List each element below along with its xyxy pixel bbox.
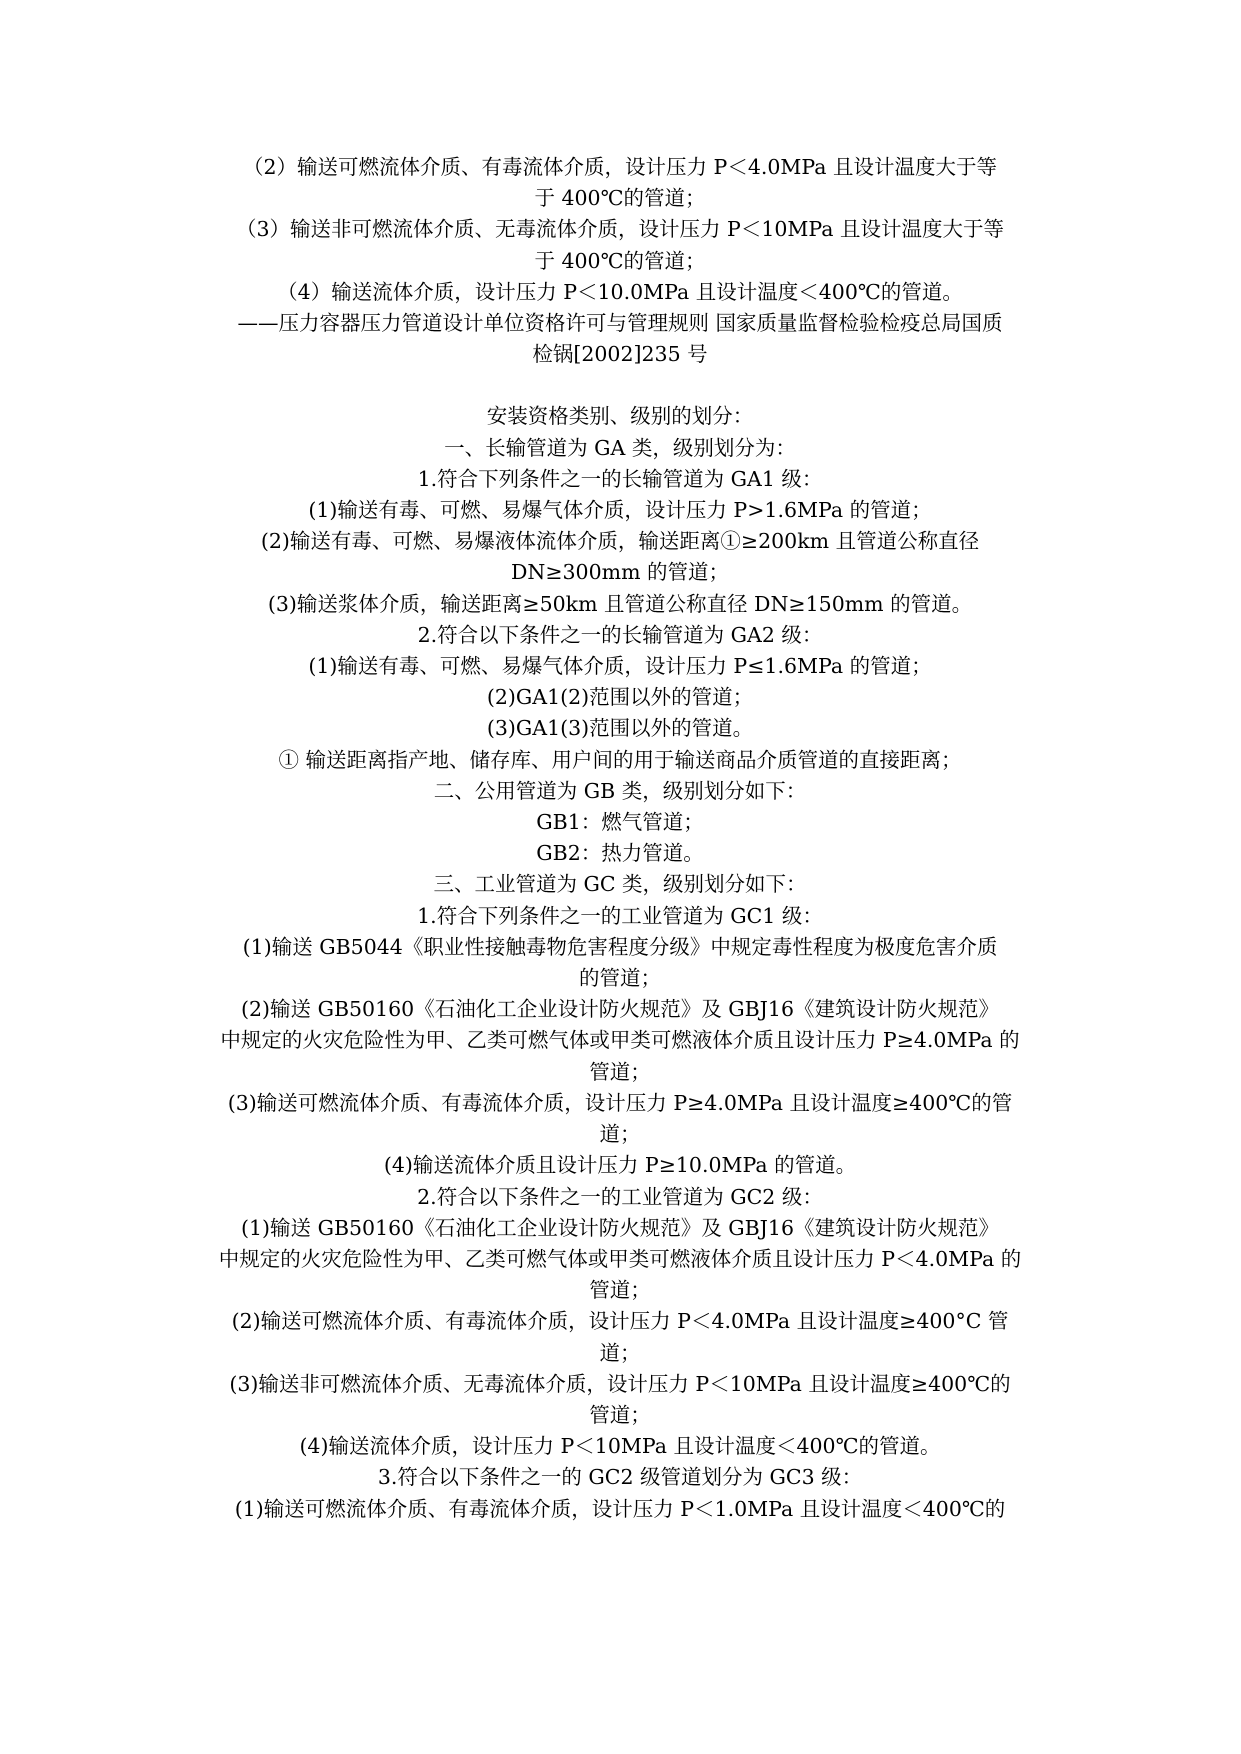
paragraph bbox=[185, 682, 1055, 713]
text-line: 2.符合以下条件之一的长输管道为 GA2 级： bbox=[417, 622, 823, 647]
paragraph bbox=[185, 401, 1055, 432]
text-line: (4)输送流体介质且设计压力 P≥10.0MPa 的管道。 bbox=[383, 1153, 857, 1178]
paragraph bbox=[185, 901, 1055, 932]
paragraph bbox=[185, 1213, 1055, 1307]
paragraph bbox=[185, 1494, 1055, 1525]
text-line: 中规定的火灾危险性为甲、乙类可燃气体或甲类可燃液体介质且设计压力 P≥4.0MPa 的 bbox=[220, 1028, 1020, 1053]
text-line: 中规定的火灾危险性为甲、乙类可燃气体或甲类可燃液体介质且设计压力 P＜4.0MPa 的 bbox=[218, 1246, 1022, 1271]
text-line: (1)输送可燃流体介质、有毒流体介质，设计压力 P＜1.0MPa 且设计温度＜400℃的 bbox=[234, 1496, 1006, 1521]
paragraph bbox=[185, 277, 1055, 308]
text-line: (3)输送浆体介质，输送距离≥50km 且管道公称直径 DN≥150mm 的管道。 bbox=[267, 591, 973, 616]
text-line: (4)输送流体介质，设计压力 P＜10MPa 且设计温度＜400℃的管道。 bbox=[299, 1434, 941, 1459]
paragraph bbox=[185, 1306, 1055, 1368]
text-line: GB2：热力管道。 bbox=[536, 841, 704, 866]
paragraph bbox=[185, 651, 1055, 682]
text-line: (3)输送可燃流体介质、有毒流体介质，设计压力 P≥4.0MPa 且设计温度≥400℃的管 bbox=[227, 1090, 1013, 1115]
text-line: 一、长输管道为 GA 类，级别划分为： bbox=[444, 435, 796, 460]
paragraph bbox=[185, 433, 1055, 464]
paragraph-gap bbox=[185, 370, 1055, 401]
text-line: (1)输送有毒、可燃、易爆气体介质，设计压力 P≤1.6MPa 的管道； bbox=[308, 654, 932, 679]
paragraph bbox=[185, 1431, 1055, 1462]
text-line: （3）输送非可燃流体介质、无毒流体介质，设计压力 P＜10MPa 且设计温度大于等 bbox=[235, 217, 1005, 242]
text-line: (3)输送非可燃流体介质、无毒流体介质，设计压力 P＜10MPa 且设计温度≥400℃的 bbox=[229, 1371, 1011, 1396]
text-line: (2)输送 GB50160《石油化工企业设计防火规范》及 GBJ16《建筑设计防火规范》 bbox=[241, 997, 999, 1022]
paragraph bbox=[185, 1182, 1055, 1213]
document-body bbox=[185, 152, 1055, 1525]
text-line: 道； bbox=[599, 1122, 641, 1147]
paragraph bbox=[185, 869, 1055, 900]
paragraph bbox=[185, 745, 1055, 776]
text-line: 管道； bbox=[589, 1402, 651, 1427]
text-line: (3)GA1(3)范围以外的管道。 bbox=[486, 716, 754, 741]
text-line: 于 400℃的管道； bbox=[534, 186, 706, 211]
paragraph bbox=[185, 620, 1055, 651]
paragraph bbox=[185, 807, 1055, 838]
paragraph bbox=[185, 776, 1055, 807]
text-line: 3.符合以下条件之一的 GC2 级管道划分为 GC3 级： bbox=[377, 1465, 863, 1490]
text-line: ① 输送距离指产地、储存库、用户间的用于输送商品介质管道的直接距离； bbox=[278, 747, 962, 772]
paragraph bbox=[185, 495, 1055, 526]
text-line: 的管道； bbox=[579, 966, 661, 991]
paragraph bbox=[185, 214, 1055, 276]
paragraph bbox=[185, 308, 1055, 370]
text-line: 1.符合下列条件之一的长输管道为 GA1 级： bbox=[417, 466, 823, 491]
text-line: (2)GA1(2)范围以外的管道； bbox=[486, 685, 754, 710]
text-line: 管道； bbox=[589, 1278, 651, 1303]
paragraph bbox=[185, 464, 1055, 495]
paragraph bbox=[185, 1150, 1055, 1181]
text-line: GB1：燃气管道； bbox=[536, 810, 704, 835]
text-line: 道； bbox=[599, 1340, 641, 1365]
text-line: (1)输送有毒、可燃、易爆气体介质，设计压力 P>1.6MPa 的管道； bbox=[308, 498, 932, 523]
paragraph bbox=[185, 932, 1055, 994]
text-line: 二、公用管道为 GB 类，级别划分如下： bbox=[433, 778, 807, 803]
text-line: 检锅[2002]235 号 bbox=[532, 342, 708, 367]
text-line: (1)输送 GB50160《石油化工企业设计防火规范》及 GBJ16《建筑设计防火规范》 bbox=[241, 1215, 999, 1240]
document-page bbox=[185, 152, 1055, 1525]
paragraph bbox=[185, 713, 1055, 744]
paragraph bbox=[185, 994, 1055, 1088]
text-line: 安装资格类别、级别的划分： bbox=[486, 404, 754, 429]
text-line: (2)输送有毒、可燃、易爆液体流体介质，输送距离①≥200km 且管道公称直径 bbox=[260, 529, 980, 554]
text-line: 1.符合下列条件之一的工业管道为 GC1 级： bbox=[417, 903, 823, 928]
text-line: （2）输送可燃流体介质、有毒流体介质，设计压力 P＜4.0MPa 且设计温度大于等 bbox=[242, 155, 998, 179]
paragraph bbox=[185, 838, 1055, 869]
paragraph bbox=[185, 1462, 1055, 1493]
text-line: (1)输送 GB5044《职业性接触毒物危害程度分级》中规定毒性程度为极度危害介质 bbox=[242, 934, 998, 959]
text-line: ——压力容器压力管道设计单位资格许可与管理规则 国家质量监督检验检疫总局国质 bbox=[237, 311, 1003, 336]
text-line: (2)输送可燃流体介质、有毒流体介质，设计压力 P＜4.0MPa 且设计温度≥400°C 管 bbox=[231, 1309, 1009, 1334]
paragraph bbox=[185, 1369, 1055, 1431]
paragraph bbox=[185, 589, 1055, 620]
text-line: （4）输送流体介质，设计压力 P＜10.0MPa 且设计温度＜400℃的管道。 bbox=[277, 279, 963, 304]
text-line: 管道； bbox=[589, 1059, 651, 1084]
paragraph bbox=[185, 1088, 1055, 1150]
text-line: 三、工业管道为 GC 类，级别划分如下： bbox=[433, 872, 807, 897]
paragraph bbox=[185, 152, 1055, 214]
text-line: 2.符合以下条件之一的工业管道为 GC2 级： bbox=[417, 1184, 823, 1209]
text-line: 于 400℃的管道； bbox=[534, 248, 706, 273]
paragraph bbox=[185, 526, 1055, 588]
text-line: DN≥300mm 的管道； bbox=[510, 560, 730, 585]
